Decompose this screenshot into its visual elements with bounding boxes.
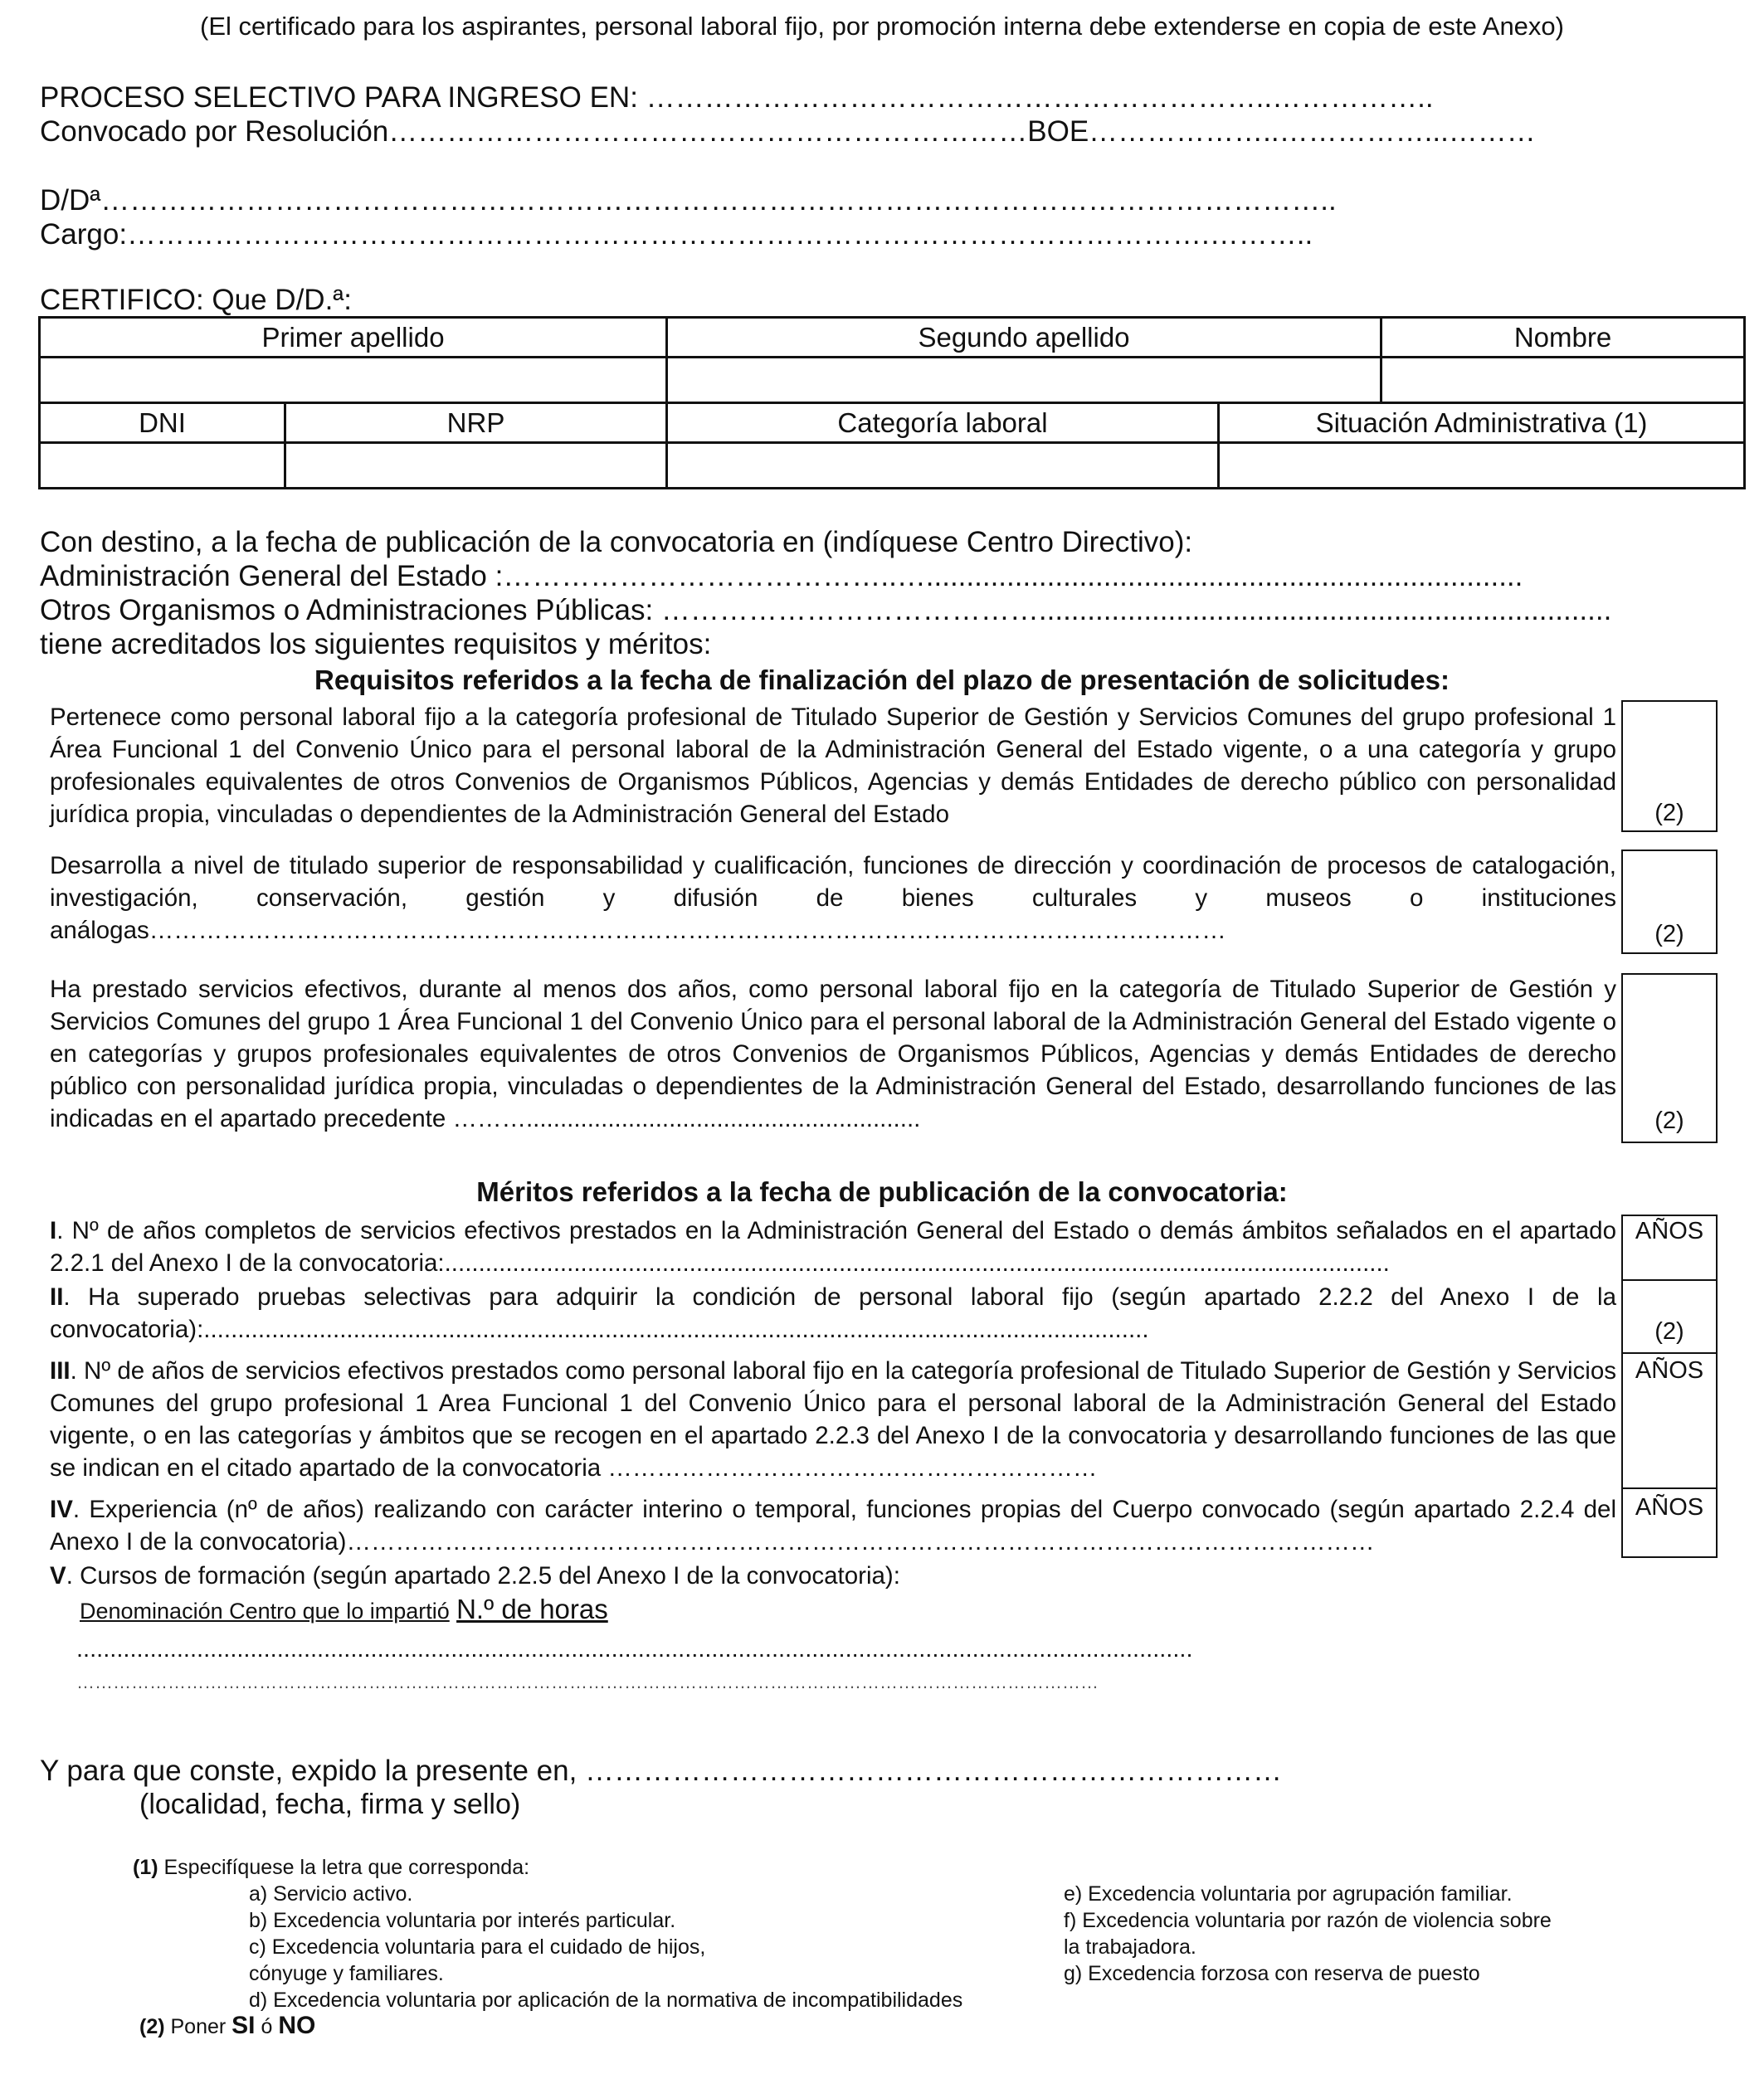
destino-intro: Con destino, a la fecha de publicación de la convocatoria en (indíquese Centro Directivo): xyxy=(40,526,1193,558)
merito-4-num: IV xyxy=(50,1496,73,1523)
merito-5 xyxy=(50,1560,1616,1592)
requisito-3-box[interactable] xyxy=(1621,973,1718,1143)
merito-4-text: . Experiencia (nº de años) realizando con carácter interino o temporal, funciones propias del Cuerpo convocado (según apartado 2.2.4 del Anexo I de la convocatoria)……………………………………………………………………………………………………………… xyxy=(50,1496,1616,1556)
footnote-2-o: ó xyxy=(255,2015,279,2038)
merito-3-anos-label: AÑOS xyxy=(1635,1357,1704,1384)
cursos-header xyxy=(80,1594,608,1625)
footnote-item: f) Excedencia voluntaria por razón de violencia sobre xyxy=(1064,1909,1552,1932)
merito-3 xyxy=(50,1355,1616,1484)
requisito-2-box-label: (2) xyxy=(1654,921,1684,947)
merito-1-box[interactable] xyxy=(1621,1215,1718,1281)
nrp-field[interactable] xyxy=(285,443,667,489)
header-categoria-laboral: Categoría laboral xyxy=(667,403,1219,443)
footnote-item: g) Excedencia forzosa con reserva de puesto xyxy=(1064,1962,1480,1985)
merito-5-text: . Cursos de formación (según apartado 2.2.5 del Anexo I de la convocatoria): xyxy=(66,1562,900,1590)
requisito-1-text: Pertenece como personal laboral fijo a la categoría profesional de Titulado Superior de Gestión y Servicios Comunes del grupo profesional 1 Área Funcional 1 del Convenio Único para el personal laboral de la Administración General del Estado vigente, o a una categoría y grupo profesionales equivalentes de otros Convenios de Organismos Públicos, Agencias y demás Entidades de derecho público con personalidad jurídica propia, vinculadas o dependientes de la Administración General del Estado xyxy=(50,704,1616,828)
footnote-item: b) Excedencia voluntaria por interés particular. xyxy=(249,1909,676,1932)
dni-field[interactable] xyxy=(40,443,285,489)
age-line: Administración General del Estado :…………………………………..….......................................................................... xyxy=(40,560,1523,592)
datos-personales-table xyxy=(38,316,1746,489)
merito-4-anos-label: AÑOS xyxy=(1635,1494,1704,1521)
footnote-1-header xyxy=(133,1854,529,1881)
footnote-item: a) Servicio activo. xyxy=(249,1882,413,1906)
header-situacion-administrativa: Situación Administrativa (1) xyxy=(1219,403,1745,443)
requisito-3-text: Ha prestado servicios efectivos, durante al menos dos años, como personal laboral fijo en la categoría de Titulado Superior de Gestión y Servicios Comunes del grupo 1 Área Funcional 1 del Convenio Único para el personal laboral de la Administración General del Estado vigente o en categorías y grupos profesionales equivalentes de otros Convenios de Organismos Públicos, Agencias y demás Entidades de derecho público con personalidad jurídica propia, vinculadas o dependientes de la Administración General del Estado, desarrollando funciones de las indicadas en el apartado precedente ……….......................................................... xyxy=(50,976,1616,1132)
footnote-2-label: (2) xyxy=(139,2015,165,2038)
cursos-col-denominacion: Denominación Centro que lo impartió xyxy=(80,1599,450,1624)
merito-4 xyxy=(50,1493,1616,1558)
merito-2-num: II xyxy=(50,1283,64,1311)
requisitos-intro: tiene acreditados los siguientes requisitos y méritos: xyxy=(40,628,712,660)
merito-5-num: V xyxy=(50,1562,66,1590)
header-nrp: NRP xyxy=(285,403,667,443)
requisitos-title: Requisitos referidos a la fecha de finalización del plazo de presentación de solicitudes: xyxy=(314,665,1450,695)
footnote-1-label: (1) xyxy=(133,1856,158,1879)
requisito-2-box[interactable] xyxy=(1621,850,1718,954)
header-dni: DNI xyxy=(40,403,285,443)
requisito-3-box-label: (2) xyxy=(1654,1108,1684,1134)
merito-2-text: . Ha superado pruebas selectivas para adquirir la condición de personal laboral fijo (según apartado 2.2.2 del Anexo I de la convocatoria):........................................................................................................................................... xyxy=(50,1283,1616,1343)
header-segundo-apellido: Segundo apellido xyxy=(667,318,1381,358)
otros-organismos-line: Otros Organismos o Administraciones Públicas: …………………………………....................................................................... xyxy=(40,594,1612,626)
cursos-line-1[interactable]: ....................................................................................................................................................................... xyxy=(76,1636,1193,1663)
footnote-item: e) Excedencia voluntaria por agrupación familiar. xyxy=(1064,1882,1513,1906)
header-primer-apellido: Primer apellido xyxy=(40,318,667,358)
footnote-item: cónyuge y familiares. xyxy=(249,1962,444,1985)
merito-3-box[interactable] xyxy=(1621,1352,1718,1489)
footnote-item: c) Excedencia voluntaria para el cuidado de hijos, xyxy=(249,1935,706,1959)
merito-3-text: . Nº de años de servicios efectivos prestados como personal laboral fijo en la categoría profesional de Titulado Superior de Gestión y Servicios Comunes del grupo profesional 1 Area Funcional 1 del Convenio Único para el personal laboral de la Administración General del Estado vigente, o en las categorías y ámbitos que se recogen en el apartado 2.2.3 del Anexo I de la convocatoria y desarrollando funciones de las que se indican en el citado apartado de la convocatoria …………………………………………………… xyxy=(50,1357,1616,1482)
primer-apellido-field[interactable] xyxy=(40,358,667,403)
footnote-2 xyxy=(139,2013,315,2040)
header-nombre: Nombre xyxy=(1381,318,1745,358)
requisito-1-box-label: (2) xyxy=(1654,800,1684,826)
merito-1-anos-label: AÑOS xyxy=(1635,1218,1704,1244)
footnote-2-si: SI xyxy=(231,2012,256,2039)
certifico-label: CERTIFICO: Que D/D.ª: xyxy=(40,284,352,316)
footnote-item: d) Excedencia voluntaria por aplicación de la normativa de incompatibilidades xyxy=(249,1989,963,2012)
footnote-item: la trabajadora. xyxy=(1064,1935,1196,1959)
top-note: (El certificado para los aspirantes, personal laboral fijo, por promoción interna debe extenderse en copia de este Anexo) xyxy=(200,12,1564,41)
merito-2-box-label: (2) xyxy=(1654,1318,1684,1345)
requisito-2-text: Desarrolla a nivel de titulado superior de responsabilidad y cualificación, funciones de dirección y coordinación de procesos de catalogación, investigación, conservación, gestión y difusión de bienes culturales y museos o instituciones análogas…………………………………………………………………………………………………………………… xyxy=(50,852,1616,944)
categoria-laboral-field[interactable] xyxy=(667,443,1219,489)
merito-1-text: . Nº de años completos de servicios efectivos prestados en la Administración General del Estado o demás ámbitos señalados en el apartado 2.2.1 del Anexo I de la convocatoria:........................................................................................................................................... xyxy=(50,1217,1616,1277)
conste-subline: (localidad, fecha, firma y sello) xyxy=(139,1789,521,1820)
merito-4-box[interactable] xyxy=(1621,1487,1718,1558)
dd-line: D/Dª……………………………………………………………………………………………………………….. xyxy=(40,184,1337,217)
convocado-line: Convocado por Resolución…………………………………………………………BOE………………..……………...……… xyxy=(40,115,1536,148)
cursos-line-2[interactable]: …………………………………………………………………………………………………………………………………………………… xyxy=(76,1672,1099,1692)
situacion-administrativa-field[interactable] xyxy=(1219,443,1745,489)
footnote-2-no: NO xyxy=(278,2012,316,2039)
footnote-1-left-list xyxy=(249,1881,962,2013)
requisito-1-box[interactable] xyxy=(1621,700,1718,832)
cursos-col-horas: N.º de horas xyxy=(456,1594,608,1624)
conste-line: Y para que conste, expido la presente en, ……………………………………………………………… xyxy=(40,1755,1283,1787)
footnote-2-text: Poner xyxy=(164,2015,232,2038)
proceso-selectivo-line: PROCESO SELECTIVO PARA INGRESO EN: ………………………………………………………..…………….. xyxy=(40,81,1434,114)
merito-1-num: I xyxy=(50,1217,57,1244)
footnote-1-text: Especifíquese la letra que corresponda: xyxy=(158,1856,530,1879)
merito-2-box[interactable] xyxy=(1621,1279,1718,1354)
merito-2 xyxy=(50,1281,1616,1346)
cargo-line: Cargo:………………………………………………………………………………………………….……….. xyxy=(40,218,1313,251)
nombre-field[interactable] xyxy=(1381,358,1745,403)
merito-1 xyxy=(50,1215,1616,1279)
meritos-title: Méritos referidos a la fecha de publicación de la convocatoria: xyxy=(476,1176,1288,1207)
segundo-apellido-field[interactable] xyxy=(667,358,1381,403)
merito-3-num: III xyxy=(50,1357,71,1385)
footnote-1-right-list xyxy=(1064,1881,1552,1987)
